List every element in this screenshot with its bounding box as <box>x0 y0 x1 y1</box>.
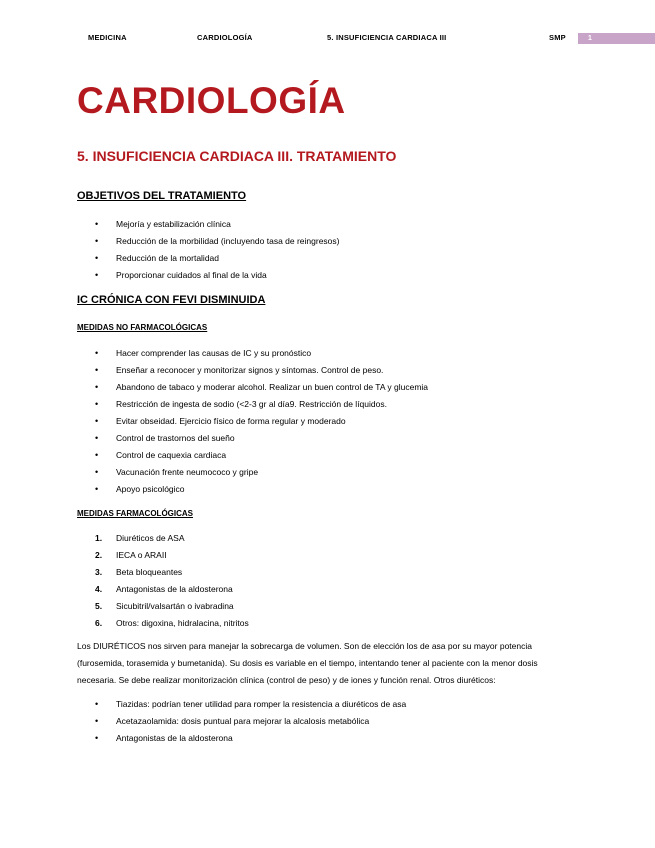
header-section: 5. INSUFICIENCIA CARDIACA III <box>327 33 447 42</box>
list-number: 4. <box>95 584 103 594</box>
list-text: Otros: digoxina, hidralacina, nitritos <box>116 618 249 628</box>
ic-cronica-heading: IC CRÓNICA CON FEVI DISMINUIDA <box>77 294 266 306</box>
list-item: • Enseñar a reconocer y monitorizar signos y síntomas. Control de peso. <box>0 362 428 379</box>
farma-list <box>0 530 249 632</box>
list-text: Diuréticos de ASA <box>116 533 185 543</box>
page-title: CARDIOLOGÍA <box>77 80 346 121</box>
list-item <box>0 615 249 632</box>
list-number: 5. <box>95 601 103 611</box>
list-number: 6. <box>95 618 103 628</box>
list-item <box>0 598 249 615</box>
no-farma-heading: MEDIDAS NO FARMACOLÓGICAS <box>77 323 208 332</box>
diureticos-paragraph: Los DIURÉTICOS nos sirven para manejar la sobrecarga de volumen. Son de elección los de asa por su mayor potencia (furosemida, torasemida y bumetanida). Su dosis es variable en el tiempo, intentando tener al paciente con la menor dosis necesaria. Se debe realizar monitorización clínica (control de peso) y de iones y función renal. Otros diuréticos: <box>77 641 538 685</box>
list-item: • Control de trastornos del sueño <box>0 430 428 447</box>
list-item: • Restricción de ingesta de sodio (<2-3 gr al día9. Restricción de líquidos. <box>0 396 428 413</box>
list-number: 1. <box>95 533 103 543</box>
list-text: IECA o ARAII <box>116 550 167 560</box>
objetivos-list <box>0 216 340 284</box>
header-author: SMP <box>549 33 566 42</box>
header-subject: MEDICINA <box>88 33 127 42</box>
list-item: • Control de caquexia cardiaca <box>0 447 428 464</box>
list-text: Beta bloqueantes <box>116 567 183 577</box>
page-header <box>0 33 655 45</box>
list-item: • Apoyo psicológico <box>0 481 428 498</box>
list-item <box>0 581 249 598</box>
list-number: 3. <box>95 567 103 577</box>
list-item <box>0 547 249 564</box>
list-item: • Acetazaolamida: dosis puntual para mejorar la alcalosis metabólica <box>0 713 406 730</box>
list-item: • Reducción de la mortalidad <box>0 250 340 267</box>
list-text: Antagonistas de la aldosterona <box>116 584 233 594</box>
list-item: • Tiazidas: podrían tener utilidad para romper la resistencia a diuréticos de asa <box>0 696 406 713</box>
list-item <box>0 530 249 547</box>
objetivos-heading: OBJETIVOS DEL TRATAMIENTO <box>77 190 247 202</box>
header-specialty: CARDIOLOGÍA <box>197 33 253 42</box>
list-item: • Reducción de la morbilidad (incluyendo tasa de reingresos) <box>0 233 340 250</box>
list-number: 2. <box>95 550 103 560</box>
page-subtitle: 5. INSUFICIENCIA CARDIACA III. TRATAMIENTO <box>77 148 397 164</box>
list-item: • Abandono de tabaco y moderar alcohol. Realizar un buen control de TA y glucemia <box>0 379 428 396</box>
page-number-tab: 1 <box>578 33 655 44</box>
list-item <box>0 564 249 581</box>
list-item: • Mejoría y estabilización clínica <box>0 216 340 233</box>
otros-diureticos-list <box>0 696 406 747</box>
list-item: • Antagonistas de la aldosterona <box>0 730 406 747</box>
list-item: • Evitar obseidad. Ejercicio físico de forma regular y moderado <box>0 413 428 430</box>
list-item: • Vacunación frente neumococo y gripe <box>0 464 428 481</box>
no-farma-list <box>0 345 428 498</box>
list-item: • Hacer comprender las causas de IC y su pronóstico <box>0 345 428 362</box>
list-text: Sicubitril/valsartán o ivabradina <box>116 601 234 611</box>
farma-heading: MEDIDAS FARMACOLÓGICAS <box>77 509 193 518</box>
list-item: • Proporcionar cuidados al final de la vida <box>0 267 340 284</box>
